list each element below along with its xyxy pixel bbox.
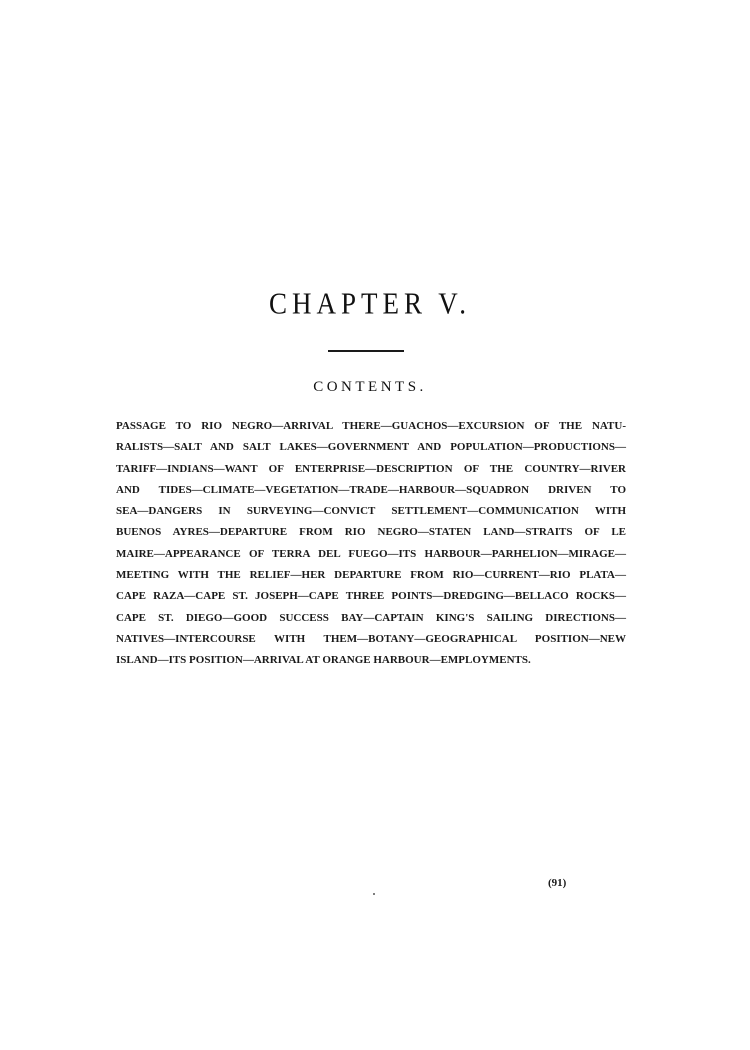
title-rule [328,350,404,352]
page-number: (91) [548,877,567,889]
contents-line: CAPE RAZA—CAPE ST. JOSEPH—CAPE THREE POINTS—DREDGING—BELLACO ROCKS— [116,590,626,603]
contents-line: NATIVES—INTERCOURSE WITH THEM—BOTANY—GEOGRAPHICAL POSITION—NEW [116,632,626,645]
contents-line: MEETING WITH THE RELIEF—HER DEPARTURE FROM RIO—CURRENT—RIO PLATA— [116,569,626,582]
contents-line: ISLAND—ITS POSITION—ARRIVAL AT ORANGE HARBOUR—EMPLOYMENTS. [116,654,531,667]
contents-line: RALISTS—SALT AND SALT LAKES—GOVERNMENT AND POPULATION—PRODUCTIONS— [116,441,626,454]
contents-line: BUENOS AYRES—DEPARTURE FROM RIO NEGRO—STATEN LAND—STRAITS OF LE [116,526,626,539]
contents-line: MAIRE—APPEARANCE OF TERRA DEL FUEGO—ITS HARBOUR—PARHELION—MIRAGE— [116,547,626,560]
contents-line: AND TIDES—CLIMATE—VEGETATION—TRADE—HARBOUR—SQUADRON DRIVEN TO [116,483,626,496]
contents-line: CAPE ST. DIEGO—GOOD SUCCESS BAY—CAPTAIN KING'S SAILING DIRECTIONS— [116,611,626,624]
chapter-title: CHAPTER V. [268,285,472,321]
contents-line: PASSAGE TO RIO NEGRO—ARRIVAL THERE—GUACHOS—EXCURSION OF THE NATU- [116,420,626,432]
contents-line: TARIFF—INDIANS—WANT OF ENTERPRISE—DESCRIPTION OF THE COUNTRY—RIVER [116,462,626,475]
contents-line: SEA—DANGERS IN SURVEYING—CONVICT SETTLEMENT—COMMUNICATION WITH [116,505,626,518]
contents-summary [116,416,626,672]
print-speck [373,893,375,895]
contents-heading: CONTENTS. [313,379,427,395]
